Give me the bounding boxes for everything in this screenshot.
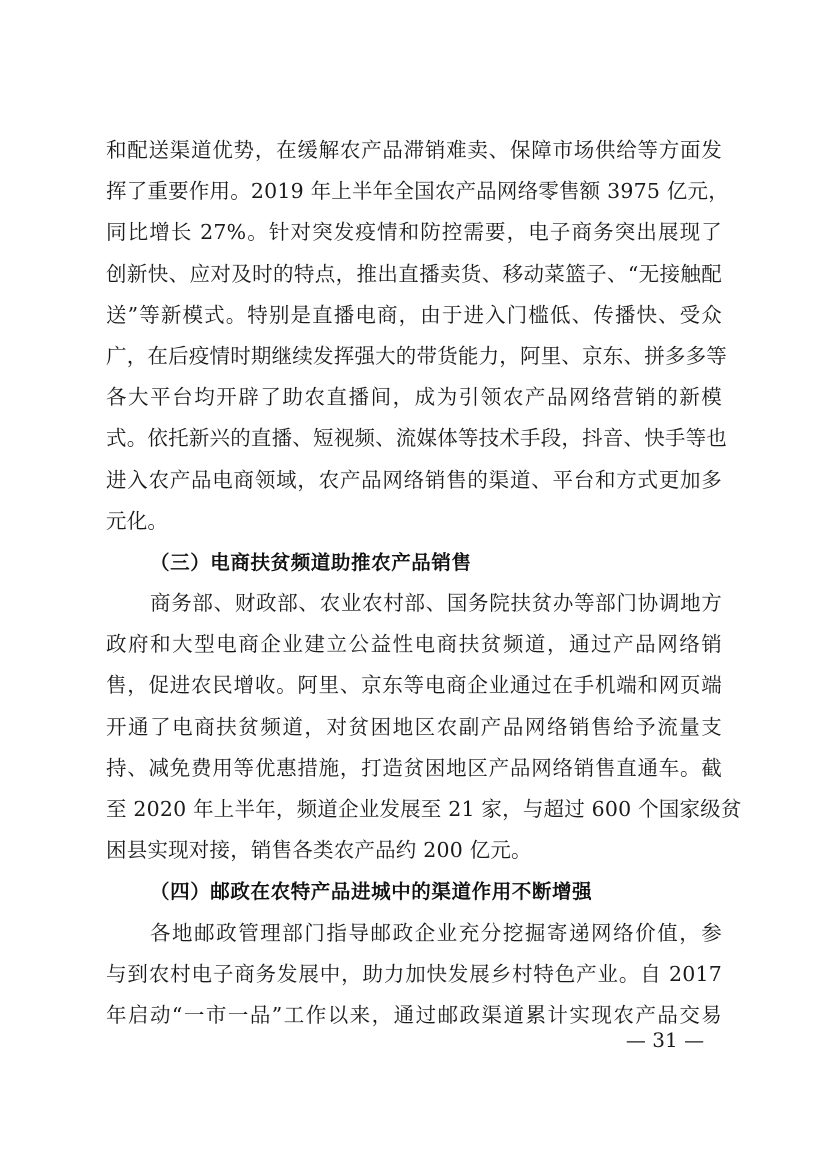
text-line: 元化。: [106, 508, 169, 533]
text-line: 和配送渠道优势，在缓解农产品滞销难卖、保障市场供给等方面发: [106, 138, 722, 162]
text-line: 各大平台均开辟了助农直播间，成为引领农产品网络营销的新模: [106, 385, 722, 410]
text-line: 创新快、应对及时的特点，推出直播卖货、移动菜篮子、“无接触配: [106, 261, 722, 286]
text-line: 困县实现对接，销售各类农产品约 200 亿元。: [106, 838, 532, 863]
text-line: 年启动“一市一品”工作以来，通过邮政渠道累计实现农产品交易: [106, 1002, 722, 1027]
text-line: 与到农村电子商务发展中，助力加快发展乡村特色产业。自 2017: [106, 961, 722, 986]
text-line: 挥了重要作用。2019 年上半年全国农产品网络零售额 3975 亿元，: [106, 179, 729, 204]
body-text: [106, 130, 742, 1036]
section-heading: （三）电商扶贫频道助推农产品销售: [150, 550, 472, 574]
text-line: 广，在后疫情时期继续发挥强大的带货能力，阿里、京东、拼多多等: [106, 343, 727, 368]
text-line: 送”等新模式。特别是直播电商，由于进入门槛低、传播快、受众: [106, 302, 722, 327]
section-heading: （四）邮政在农特产品进城中的渠道作用不断增强: [150, 880, 593, 904]
text-line: 政府和大型电商企业建立公益性电商扶贫频道，通过产品网络销: [106, 632, 722, 657]
text-line: 开通了电商扶贫频道，对贫困地区农副产品网络销售给予流量支: [106, 714, 722, 739]
page-number: — 31 —: [625, 1028, 705, 1052]
text-line: 各地邮政管理部门指导邮政企业充分挖掘寄递网络价值，参: [150, 920, 722, 945]
text-line: 持、减免费用等优惠措施，打造贫困地区产品网络销售直通车。截: [106, 755, 722, 780]
text-line: 售，促进农民增收。阿里、京东等电商企业通过在手机端和网页端: [106, 673, 722, 698]
text-line: 式。依托新兴的直播、短视频、流媒体等技术手段，抖音、快手等也: [106, 426, 727, 451]
text-line: 至 2020 年上半年，频道企业发展至 21 家，与超过 600 个国家级贫: [106, 797, 742, 821]
text-line: 商务部、财政部、农业农村部、国务院扶贫办等部门协调地方: [150, 591, 722, 616]
text-line: 进入农产品电商领域，农产品网络销售的渠道、平台和方式更加多: [106, 467, 722, 492]
text-line: 同比增长 27%。针对突发疫情和防控需要，电子商务突出展现了: [106, 220, 722, 245]
